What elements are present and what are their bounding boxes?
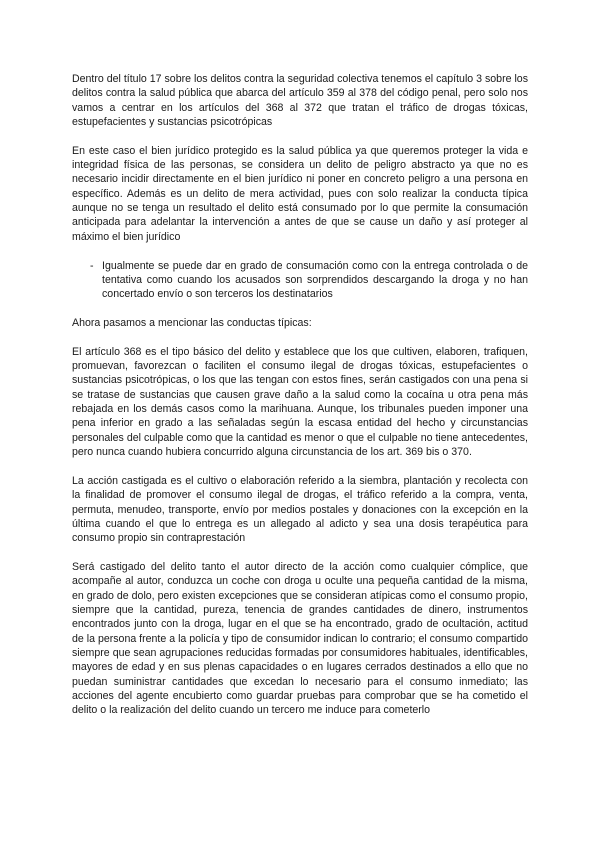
bullet-text: Igualmente se puede dar en grado de consumación como con la entrega controlada o de tentativa como cuando los acusados son sorprendidos descargando la droga y no han concertado envío o son terceros los destinatarios	[102, 259, 528, 301]
paragraph-autoria-excepciones: Será castigado del delito tanto el autor directo de la acción como cualquier cómplice, que acompañe al autor, conduzca un coche con droga u oculte una pequeña cantidad de la misma, en grado de dolo, pero existen excepciones que se consideran atípicas como el consumo propio, siempre que la cantidad, pureza, tenencia de grandes cantidades de dinero, instrumentos encontrados junto con la droga, lugar en el que se ha encontrado, grado de ocultación, actitud de la persona frente a la policía y tipo de consumidor indican lo contrario; el consumo compartido siempre que sean agrupaciones reducidas formadas por consumidores habituales, identificables, mayores de edad y en sus plenas capacidades o en lugares cerrados destinados a ello que no puedan suministrar cantidades que excedan lo necesario para el consumo inmediato; las acciones del agente encubierto como guardar pruebas para comprobar que se ha cometido el delito o la realización del delito cuando un tercero me induce para cometerlo	[72, 560, 528, 717]
paragraph-articulo-368: El artículo 368 es el tipo básico del delito y establece que los que cultiven, elaboren, trafiquen, promuevan, favorezcan o faciliten el consumo ilegal de drogas tóxicas, estupefacientes o sustancias psicotrópicas, o los que las tengan con estos fines, serán castigados con una pena si se tratase de sustancias que causen grave daño a la salud como la cocaína u otra pena más rebajada en los demás casos como la marihuana. Aunque, los tribunales pueden imponer una pena inferior en grado a las señaladas según la escasa entidad del hecho y circunstancias personales del culpable como que la cantidad es menor o que el culpable no tiene antecedentes, pero nunca cuando hubiera concurrido alguna circunstancia de los art. 369 bis o 370.	[72, 345, 528, 459]
bullet-marker: -	[90, 259, 94, 272]
document-page	[72, 72, 528, 732]
bullet-item	[72, 259, 528, 302]
paragraph-conductas-tipicas: Ahora pasamos a mencionar las conductas típicas:	[72, 316, 312, 329]
paragraph-bien-juridico: En este caso el bien jurídico protegido es la salud pública ya que queremos proteger la vida e integridad física de las personas, se considera un delito de peligro abstracto ya que no es necesario incidir directamente en el bien jurídico ni poner en concreto peligro a una persona en específico. Además es un delito de mera actividad, pues con solo realizar la conducta típica aunque no se tenga un resultado el delito está consumado por lo que permite la consumación anticipada para adelantar la intervención a antes de que se cause un daño y así proteger al máximo el bien jurídico	[72, 144, 528, 243]
bullet-list	[72, 259, 528, 302]
paragraph-intro: Dentro del título 17 sobre los delitos contra la seguridad colectiva tenemos el capítulo 3 sobre los delitos contra la salud pública que abarca del artículo 359 al 378 del código penal, pero solo nos vamos a centrar en los artículos del 368 al 372 que tratan el tráfico de drogas tóxicas, estupefacientes y sustancias psicotrópicas	[72, 73, 528, 129]
paragraph-accion-castigada: La acción castigada es el cultivo o elaboración referido a la siembra, plantación y recolecta con la finalidad de promover el consumo ilegal de drogas, el tráfico referido a la compra, venta, permuta, menudeo, transporte, envío por medios postales y donaciones con la excepción en la última cuando el que lo entrega es un allegado al adicto y sea una dosis terapéutica para consumo propio sin contraprestación	[72, 474, 528, 545]
